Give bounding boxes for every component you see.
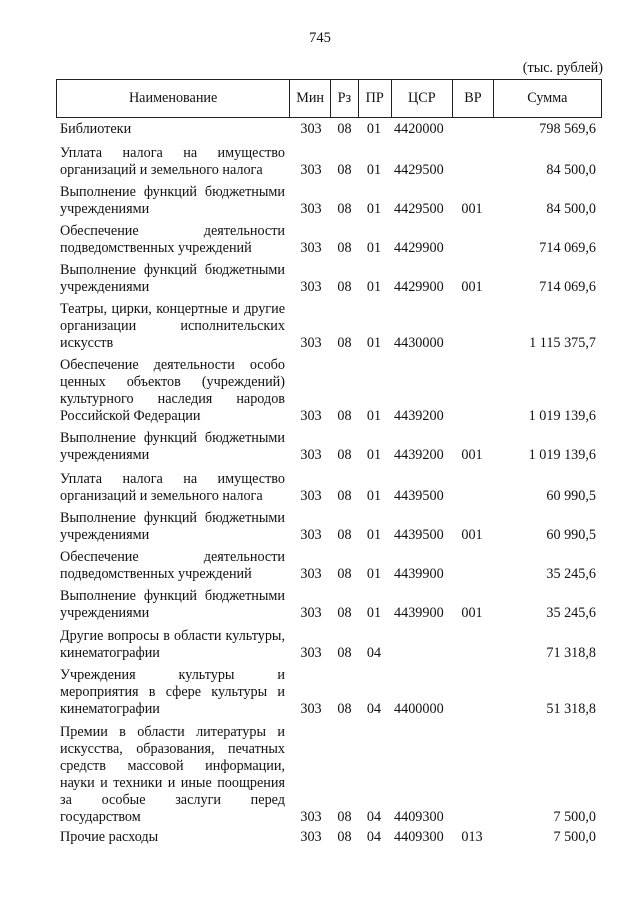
- cell-pr: 01: [366, 488, 382, 504]
- table-row: [56, 471, 602, 505]
- cell-sum: 84 500,0: [546, 162, 596, 178]
- table-row: [56, 145, 602, 179]
- table-row: [56, 357, 602, 425]
- cell-name: Обеспечение деятельности подведомственных учреждений: [60, 223, 285, 256]
- cell-csr: 4409300: [394, 829, 444, 845]
- cell-rz: 08: [337, 279, 352, 295]
- table-row: [56, 301, 602, 352]
- cell-rz: 08: [337, 121, 352, 137]
- cell-sum: 84 500,0: [546, 201, 596, 217]
- cell-rz: 08: [337, 335, 352, 351]
- table-row: [56, 549, 602, 583]
- cell-rz: 08: [337, 605, 352, 621]
- cell-min: 303: [300, 645, 322, 661]
- cell-name: Выполнение функций бюджетными учреждениями: [60, 430, 285, 463]
- header-sum: Сумма: [493, 80, 602, 117]
- table-row: [56, 667, 602, 718]
- cell-pr: 01: [366, 240, 382, 256]
- cell-csr: 4409300: [394, 809, 444, 825]
- cell-pr: 01: [366, 447, 382, 463]
- cell-min: 303: [300, 335, 322, 351]
- cell-sum: 71 318,8: [546, 645, 596, 661]
- table-row: [56, 724, 602, 826]
- cell-pr: 04: [366, 645, 382, 661]
- cell-name: Выполнение функций бюджетными учреждениями: [60, 510, 285, 543]
- cell-rz: 08: [337, 527, 352, 543]
- cell-rz: 08: [337, 566, 352, 582]
- cell-sum: 1 019 139,6: [528, 408, 596, 424]
- cell-min: 303: [300, 566, 322, 582]
- cell-csr: 4429900: [394, 279, 444, 295]
- cell-rz: 08: [337, 488, 352, 504]
- header-csr: ЦСР: [391, 80, 453, 117]
- cell-rz: 08: [337, 162, 352, 178]
- cell-sum: 60 990,5: [546, 488, 596, 504]
- cell-name: Выполнение функций бюджетными учреждениями: [60, 588, 285, 621]
- cell-min: 303: [300, 201, 322, 217]
- cell-pr: 01: [366, 605, 382, 621]
- cell-name: Театры, цирки, концертные и другие организации исполнительских искусств: [60, 301, 285, 351]
- cell-min: 303: [300, 809, 322, 825]
- cell-min: 303: [300, 527, 322, 543]
- cell-csr: 4439500: [394, 527, 444, 543]
- table-row: [56, 184, 602, 218]
- cell-name: Обеспечение деятельности особо ценных объектов (учреждений) культурного наследия народов Российской Федерации: [60, 357, 285, 424]
- cell-vr: 001: [461, 279, 483, 295]
- cell-csr: 4439200: [394, 408, 444, 424]
- cell-sum: 1 019 139,6: [528, 447, 596, 463]
- cell-pr: 01: [366, 335, 382, 351]
- cell-min: 303: [300, 408, 322, 424]
- cell-csr: 4439200: [394, 447, 444, 463]
- cell-pr: 01: [366, 408, 382, 424]
- cell-min: 303: [300, 605, 322, 621]
- cell-min: 303: [300, 447, 322, 463]
- cell-name: Другие вопросы в области культуры, кинематографии: [60, 628, 285, 661]
- cell-sum: 7 500,0: [553, 809, 596, 825]
- table-header-row: [56, 79, 602, 118]
- table-row: [56, 510, 602, 544]
- cell-vr: 001: [461, 447, 483, 463]
- header-name: Наименование: [56, 80, 289, 117]
- cell-name: Выполнение функций бюджетными учреждениями: [60, 262, 285, 295]
- cell-vr: 001: [461, 605, 483, 621]
- cell-min: 303: [300, 829, 322, 845]
- table-row: [56, 121, 602, 138]
- cell-name: Библиотеки: [60, 121, 132, 137]
- cell-min: 303: [300, 240, 322, 256]
- cell-pr: 01: [366, 566, 382, 582]
- cell-vr: 001: [461, 201, 483, 217]
- units-label: (тыс. рублей): [522, 60, 603, 76]
- table-row: [56, 588, 602, 622]
- cell-min: 303: [300, 121, 322, 137]
- cell-sum: 714 069,6: [539, 240, 596, 256]
- cell-min: 303: [300, 488, 322, 504]
- cell-name: Учреждения культуры и мероприятия в сфере культуры и кинематографии: [60, 667, 285, 717]
- cell-min: 303: [300, 162, 322, 178]
- cell-pr: 04: [366, 809, 382, 825]
- cell-sum: 51 318,8: [546, 701, 596, 717]
- cell-pr: 04: [366, 701, 382, 717]
- cell-pr: 01: [366, 527, 382, 543]
- page-number: 745: [309, 30, 331, 46]
- cell-name: Премии в области литературы и искусства, образования, печатных средств массовой информации, науки и техники и иные поощрения за особые заслуги перед государством: [60, 724, 285, 825]
- cell-sum: 35 245,6: [546, 605, 596, 621]
- header-min: Мин: [289, 80, 330, 117]
- table-row: [56, 829, 602, 846]
- cell-csr: 4429900: [394, 240, 444, 256]
- cell-csr: 4429500: [394, 162, 444, 178]
- cell-pr: 01: [366, 121, 382, 137]
- table-row: [56, 262, 602, 296]
- cell-name: Обеспечение деятельности подведомственных учреждений: [60, 549, 285, 582]
- cell-rz: 08: [337, 408, 352, 424]
- cell-rz: 08: [337, 645, 352, 661]
- cell-sum: 35 245,6: [546, 566, 596, 582]
- cell-sum: 798 569,6: [539, 121, 596, 137]
- table-row: [56, 223, 602, 257]
- cell-min: 303: [300, 701, 322, 717]
- cell-vr: 001: [461, 527, 483, 543]
- cell-name: Прочие расходы: [60, 829, 159, 845]
- cell-vr: 013: [461, 829, 483, 845]
- cell-name: Выполнение функций бюджетными учреждениями: [60, 184, 285, 217]
- cell-rz: 08: [337, 240, 352, 256]
- table-body: [56, 121, 602, 846]
- cell-csr: 4400000: [394, 701, 444, 717]
- cell-sum: 714 069,6: [539, 279, 596, 295]
- table-row: [56, 628, 602, 662]
- header-rz: Рз: [330, 80, 358, 117]
- table-row: [56, 430, 602, 464]
- cell-pr: 01: [366, 279, 382, 295]
- cell-rz: 08: [337, 809, 352, 825]
- cell-rz: 08: [337, 701, 352, 717]
- cell-pr: 01: [366, 162, 382, 178]
- cell-csr: 4439500: [394, 488, 444, 504]
- cell-csr: 4439900: [394, 605, 444, 621]
- cell-sum: 60 990,5: [546, 527, 596, 543]
- cell-csr: 4430000: [394, 335, 444, 351]
- cell-min: 303: [300, 279, 322, 295]
- cell-pr: 01: [366, 201, 382, 217]
- header-vr: ВР: [452, 80, 493, 117]
- cell-name: Уплата налога на имущество организаций и земельного налога: [60, 145, 285, 178]
- cell-pr: 04: [366, 829, 382, 845]
- cell-rz: 08: [337, 829, 352, 845]
- cell-rz: 08: [337, 447, 352, 463]
- cell-sum: 1 115 375,7: [529, 335, 596, 351]
- header-pr: ПР: [358, 80, 391, 117]
- cell-name: Уплата налога на имущество организаций и земельного налога: [60, 471, 285, 504]
- cell-csr: 4429500: [394, 201, 444, 217]
- cell-sum: 7 500,0: [553, 829, 596, 845]
- cell-csr: 4420000: [394, 121, 444, 137]
- budget-table: [56, 79, 602, 846]
- cell-rz: 08: [337, 201, 352, 217]
- cell-csr: 4439900: [394, 566, 444, 582]
